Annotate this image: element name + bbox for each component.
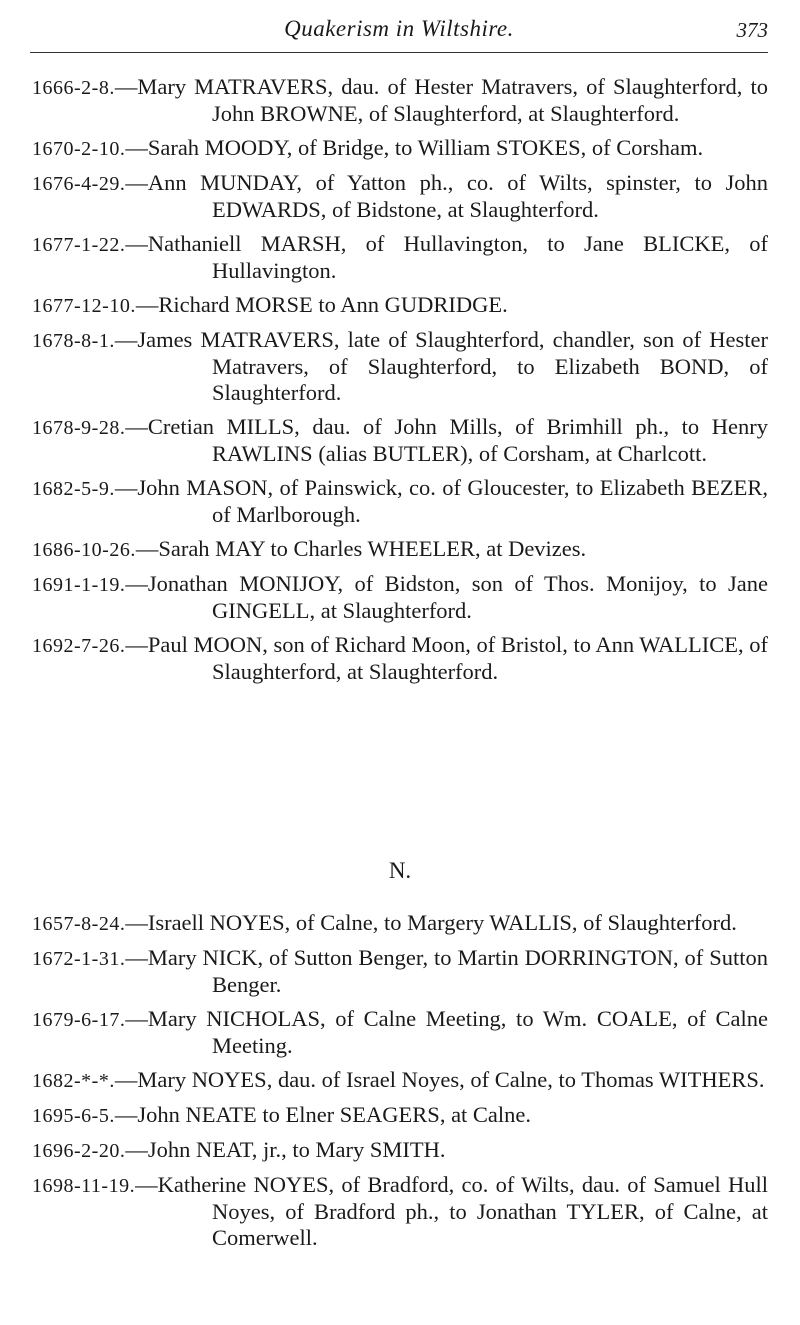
entry-date: 1678-8-1. xyxy=(32,330,115,352)
entry xyxy=(32,1172,768,1251)
entry xyxy=(32,571,768,624)
entry xyxy=(32,536,768,563)
entry xyxy=(32,632,768,685)
entry-text: —Nathaniell MARSH, of Hullavington, to Jane BLICKE, of Hullavington. xyxy=(125,231,768,283)
entry-date: 1682-*-*. xyxy=(32,1070,115,1092)
entry xyxy=(32,414,768,467)
entry-date: 1696-2-20. xyxy=(32,1140,126,1162)
entry-date: 1677-12-10. xyxy=(32,295,136,317)
entry-text: —Ann MUNDAY, of Yatton ph., co. of Wilts, spinster, to John EDWARDS, of Bidstone, at Slaughterford. xyxy=(125,170,768,222)
entry xyxy=(32,1137,768,1164)
entry xyxy=(32,1006,768,1059)
entry-date: 1670-2-10. xyxy=(32,138,126,160)
entry xyxy=(32,292,768,319)
entry-date: 1682-5-9. xyxy=(32,478,115,500)
entry-text: —Mary NOYES, dau. of Israel Noyes, of Calne, to Thomas WITHERS. xyxy=(114,1067,765,1092)
entry-date: 1691-1-19. xyxy=(32,574,126,596)
entry xyxy=(32,170,768,223)
entry-date: 1686-10-26. xyxy=(32,539,136,561)
entry-date: 1679-6-17. xyxy=(32,1009,126,1031)
entry xyxy=(32,945,768,998)
entry-text: —Israell NOYES, of Calne, to Margery WALLIS, of Slaughterford. xyxy=(125,910,737,935)
entry-date: 1695-6-5. xyxy=(32,1105,115,1127)
entry xyxy=(32,231,768,284)
entry-text: —Mary NICK, of Sutton Benger, to Martin DORRINGTON, of Sutton Benger. xyxy=(125,945,768,997)
running-title: Quakerism in Wiltshire. xyxy=(284,16,514,41)
entry-text: —John NEATE to Elner SEAGERS, at Calne. xyxy=(114,1102,532,1127)
entry xyxy=(32,327,768,406)
entry-date: 1677-1-22. xyxy=(32,234,126,256)
entry-text: —John MASON, of Painswick, co. of Gloucester, to Elizabeth BEZER, of Marlborough. xyxy=(114,475,768,527)
entry xyxy=(32,135,768,162)
entry xyxy=(32,1102,768,1129)
entry-text: —Katherine NOYES, of Bradford, co. of Wilts, dau. of Samuel Hull Noyes, of Bradford ph., to Jonathan TYLER, of Calne, at Comerwell. xyxy=(135,1172,768,1250)
entry-text: —Cretian MILLS, dau. of John Mills, of Brimhill ph., to Henry RAWLINS (alias BUTLER), of Corsham, at Charlcott. xyxy=(125,414,768,466)
entry-text: —James MATRAVERS, late of Slaughterford, chandler, son of Hester Matravers, of Slaughterford, to Elizabeth BOND, of Slaughterford. xyxy=(114,327,768,405)
entry-text: —Mary MATRAVERS, dau. of Hester Matravers, of Slaughterford, to John BROWNE, of Slaughterford, at Slaughterford. xyxy=(114,74,768,126)
entry-date: 1676-4-29. xyxy=(32,173,126,195)
entry-date: 1692-7-26. xyxy=(32,635,126,657)
page-header xyxy=(30,14,768,53)
entry-text: —Jonathan MONIJOY, of Bidston, son of Thos. Monijoy, to Jane GINGELL, at Slaughterford. xyxy=(125,571,768,623)
page-number: 373 xyxy=(736,18,768,42)
entries-section-m xyxy=(32,74,768,693)
entry-date: 1672-1-31. xyxy=(32,948,126,970)
entry-text: —Mary NICHOLAS, of Calne Meeting, to Wm. COALE, of Calne Meeting. xyxy=(125,1006,768,1058)
entry-date: 1657-8-24. xyxy=(32,913,126,935)
entry xyxy=(32,475,768,528)
entries-section-n xyxy=(32,910,768,1259)
entry-text: —Sarah MOODY, of Bridge, to William STOKES, of Corsham. xyxy=(125,135,704,160)
entry xyxy=(32,910,768,937)
entry-date: 1698-11-19. xyxy=(32,1175,136,1197)
entry-text: —Sarah MAY to Charles WHEELER, at Devizes. xyxy=(135,536,587,561)
entry xyxy=(32,74,768,127)
entry-date: 1666-2-8. xyxy=(32,77,115,99)
entry-date: 1678-9-28. xyxy=(32,417,126,439)
section-heading: N. xyxy=(388,858,412,883)
entry xyxy=(32,1067,768,1094)
entry-text: —Richard MORSE to Ann GUDRIDGE. xyxy=(135,292,508,317)
entry-text: —John NEAT, jr., to Mary SMITH. xyxy=(125,1137,446,1162)
entry-text: —Paul MOON, son of Richard Moon, of Bristol, to Ann WALLICE, of Slaughterford, at Slaughterford. xyxy=(125,632,769,684)
